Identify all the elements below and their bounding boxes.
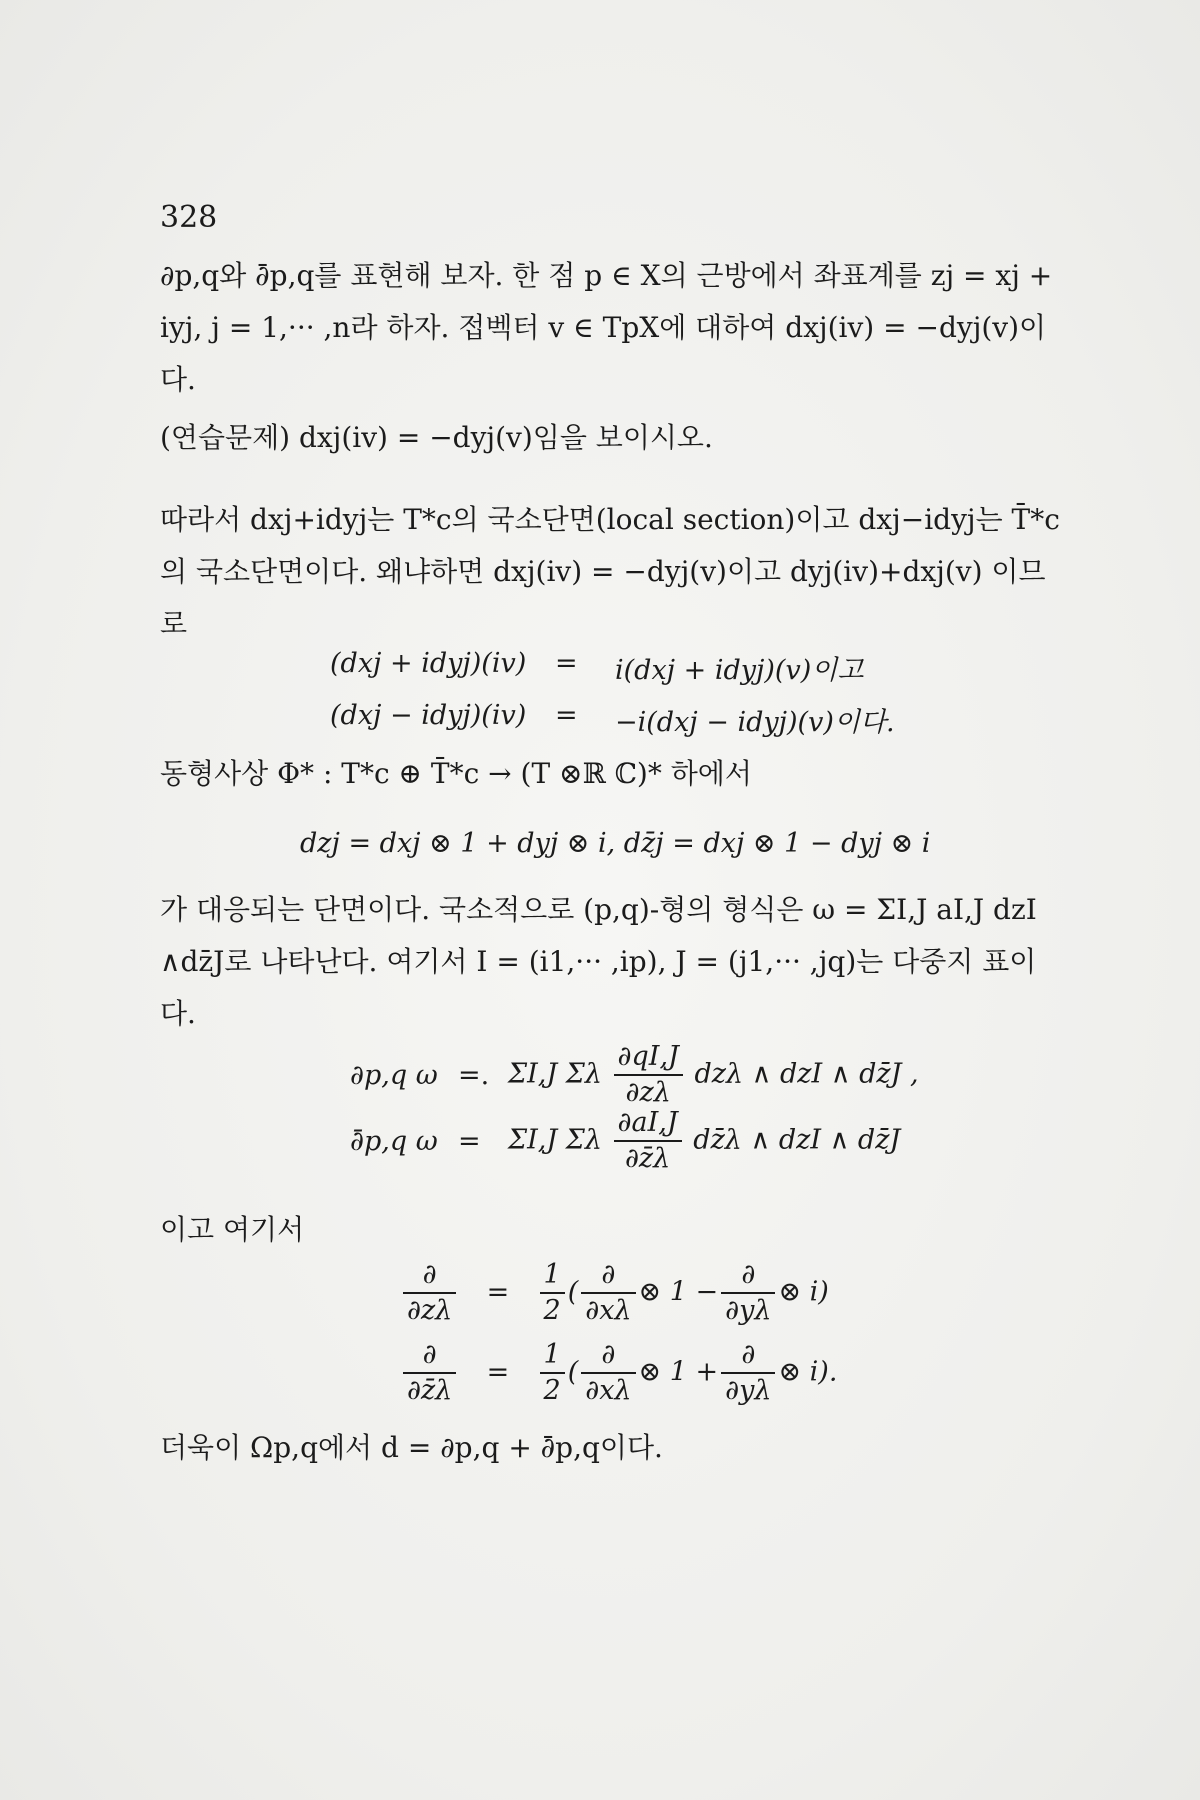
eq-d-lhs-den-2: ∂z̄λ [407, 1375, 453, 1406]
eq-d-tensor-2: ⊗ 1 + [638, 1356, 719, 1388]
eq-c-numerator-1: ∂qI,J [614, 1040, 683, 1076]
eq-a-equals-2: = [555, 700, 578, 731]
eq-d-dx-den-2: ∂xλ [585, 1375, 632, 1406]
eq-d-dx-num-1: ∂ [581, 1258, 635, 1294]
eq-d-lhs-num-2: ∂ [403, 1338, 456, 1374]
eq-d-half-1 [540, 1258, 565, 1328]
page-number: 328 [160, 200, 218, 235]
eq-c-numerator-2: ∂aI,J [614, 1106, 682, 1142]
eq-d-lhs-fraction-1 [403, 1258, 456, 1328]
eq-c-equals-1: =. [458, 1060, 490, 1091]
eq-d-tensor-1: ⊗ 1 − [638, 1276, 719, 1308]
eq-d-tail-2: ⊗ i). [778, 1356, 838, 1388]
eq-d-dy-den-2: ∂yλ [725, 1375, 772, 1406]
eq-d-dx-den-1: ∂xλ [585, 1295, 632, 1326]
eq-d-open-paren-1: ( [567, 1276, 579, 1308]
eq-a-lhs-1: (dxj + idyj)(iv) [330, 648, 527, 679]
equation-dz: dzj = dxj ⊗ 1 + dyj ⊗ i, dz̄j = dxj ⊗ 1 − dyj ⊗ i [300, 828, 931, 859]
eq-c-fraction-2 [614, 1106, 682, 1176]
eq-d-lhs-num-1: ∂ [403, 1258, 456, 1294]
eq-d-equals-2: = [486, 1356, 510, 1388]
eq-c-equals-2: = [458, 1126, 481, 1157]
eq-d-dx-fraction-1 [581, 1258, 635, 1328]
paragraph-pq-form: 가 대응되는 단면이다. 국소적으로 (p,q)-형의 형식은 ω = ΣI,J aI,J dzI ∧dz̄J로 나타난다. 여기서 I = (i1,··· ,ip), J = (j1,··· ,jq)는 다중지 표이다. [160, 893, 1037, 1030]
paragraph-conclusion: 더욱이 Ωp,q에서 d = ∂p,q + ∂̄p,q이다. [160, 1431, 663, 1464]
eq-c-lhs-1: ∂p,q ω [350, 1060, 438, 1091]
eq-d-dy-fraction-1 [721, 1258, 775, 1328]
eq-d-dx-num-2: ∂ [581, 1338, 635, 1374]
eq-d-open-paren-2: ( [567, 1356, 579, 1388]
eq-c-lhs-2: ∂̄p,q ω [350, 1126, 438, 1157]
eq-c-wedge-1: dzλ ∧ dzI ∧ dz̄J , [694, 1058, 919, 1090]
paragraph-where: 이고 여기서 [160, 1213, 305, 1246]
eq-d-half-num-1: 1 [540, 1258, 565, 1294]
eq-d-dx-fraction-2 [581, 1338, 635, 1408]
eq-d-lhs-den-1: ∂zλ [407, 1295, 453, 1326]
eq-d-half-num-2: 1 [540, 1338, 565, 1374]
paragraph-local-section: 따라서 dxj+idyj는 T*c의 국소단면(local section)이고 dxj−idyj는 T̄*c의 국소단면이다. 왜냐하면 dxj(iv) = −dyj(v)이고 dyj(iv)+dxj(v) 이므로 [160, 503, 1060, 640]
eq-d-dy-num-1: ∂ [721, 1258, 775, 1294]
eq-c-sum-1: ΣI,J Σλ [508, 1058, 602, 1090]
eq-a-rhs-2: −i(dxj − idyj)(v)이다. [615, 707, 895, 738]
eq-d-half-2 [540, 1338, 565, 1408]
eq-c-rhs-2 [508, 1106, 900, 1176]
eq-c-denominator-2: ∂z̄λ [624, 1143, 671, 1174]
eq-d-dy-fraction-2 [721, 1338, 775, 1408]
eq-d-equals-1: = [486, 1276, 510, 1308]
eq-d-dy-num-2: ∂ [721, 1338, 775, 1374]
eq-c-denominator-1: ∂zλ [625, 1077, 671, 1108]
paragraph-intro: ∂p,q와 ∂̄p,q를 표현해 보자. 한 점 p ∈ X의 근방에서 좌표계를 zj = xj + iyj, j = 1,··· ,n라 하자. 접벡터 v ∈ TpX에 대하여 dxj(iv) = −dyj(v)이다. [160, 259, 1053, 396]
eq-c-fraction-1 [614, 1040, 683, 1110]
eq-d-row-1 [400, 1258, 829, 1328]
eq-c-rhs-1 [508, 1040, 919, 1110]
exercise-statement: (연습문제) dxj(iv) = −dyj(v)임을 보이시오. [160, 421, 713, 454]
eq-c-wedge-2: dz̄λ ∧ dzI ∧ dz̄J [693, 1124, 901, 1156]
eq-a-equals-1: = [555, 648, 578, 679]
eq-a-rhs-1: i(dxj + idyj)(v)이고 [615, 655, 864, 686]
eq-d-lhs-fraction-2 [403, 1338, 456, 1408]
eq-d-row-2 [400, 1338, 837, 1408]
eq-d-half-den-1: 2 [543, 1295, 561, 1326]
eq-a-lhs-2: (dxj − idyj)(iv) [330, 700, 527, 731]
eq-d-dy-den-1: ∂yλ [725, 1295, 772, 1326]
eq-d-tail-1: ⊗ i) [778, 1276, 829, 1308]
paragraph-isomorphism: 동형사상 Φ* : T*c ⊕ T̄*c → (T ⊗ℝ ℂ)* 하에서 [160, 757, 752, 790]
eq-d-half-den-2: 2 [543, 1375, 561, 1406]
eq-c-sum-2: ΣI,J Σλ [508, 1124, 602, 1156]
